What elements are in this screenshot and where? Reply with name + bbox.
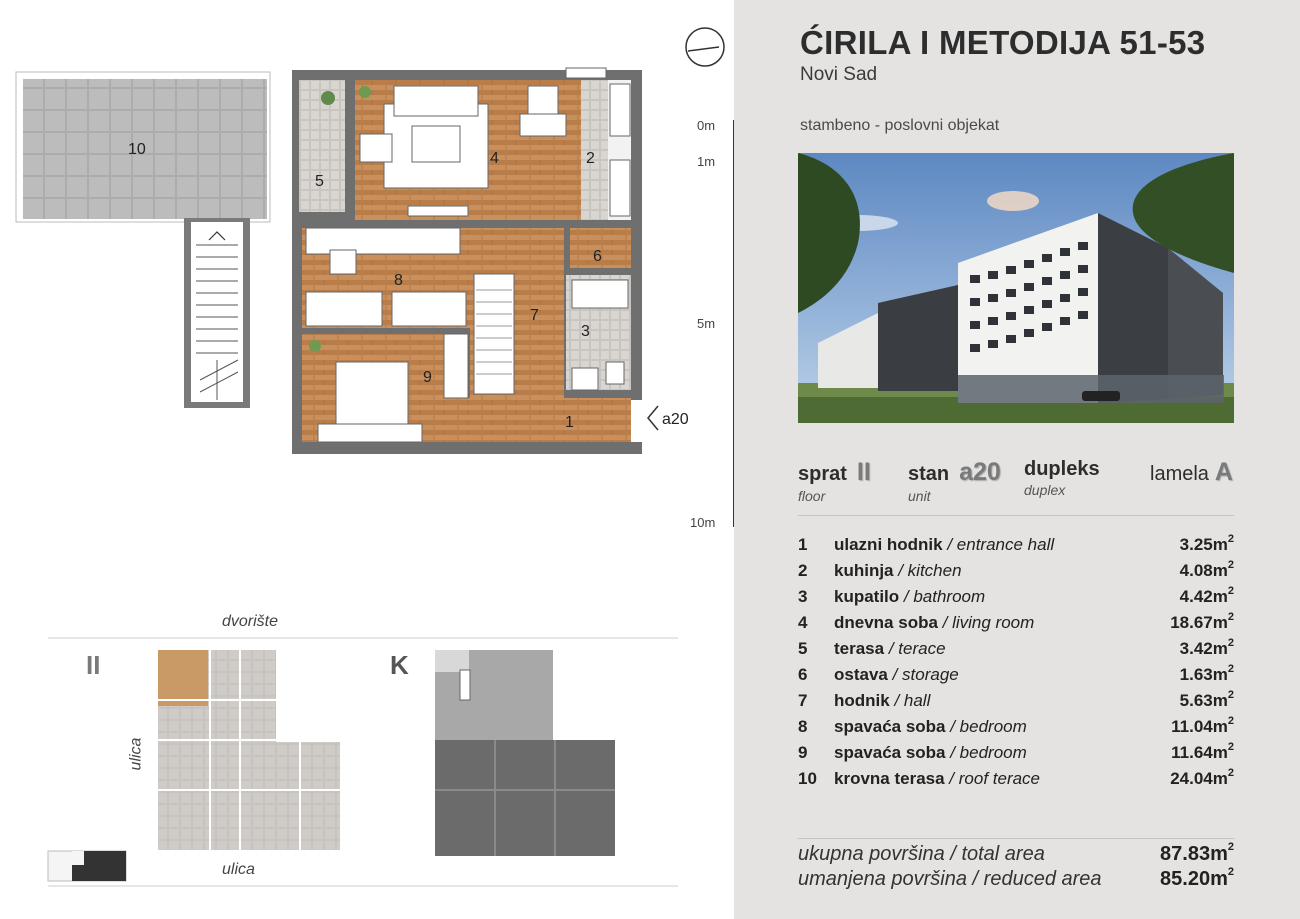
plan-label-5: 5 bbox=[315, 173, 324, 190]
duplex-sub: duplex bbox=[1024, 482, 1066, 498]
total-area-label: ukupna površina / total area bbox=[798, 843, 1045, 865]
lamela-label: lamela bbox=[1150, 463, 1209, 485]
building-render bbox=[798, 153, 1234, 423]
site-plan-ground bbox=[435, 650, 615, 856]
duplex-info bbox=[1024, 458, 1100, 498]
room-area: $24.04m^2$ bbox=[1170, 767, 1234, 788]
room-area: $4.42m^2$ bbox=[1179, 585, 1234, 606]
scale-0m: 0m bbox=[697, 118, 716, 133]
room-label: kuhinja / kitchen bbox=[834, 561, 962, 580]
room-area: $3.42m^2$ bbox=[1179, 637, 1234, 658]
room-label: spavaća soba / bedroom bbox=[834, 743, 1027, 762]
plan-label-2: 2 bbox=[586, 150, 595, 167]
plan-label-8: 8 bbox=[394, 272, 403, 289]
room-row bbox=[798, 665, 1234, 691]
plan-label-10: 10 bbox=[128, 141, 146, 158]
page-title: ĆIRILA I METODIJA 51-53 bbox=[800, 24, 1206, 61]
room-area: $3.25m^2$ bbox=[1179, 533, 1234, 554]
divider bbox=[798, 838, 1234, 839]
room-row bbox=[798, 639, 1234, 665]
unit-info bbox=[908, 458, 1001, 504]
room-area: $11.64m^2$ bbox=[1171, 741, 1234, 762]
reduced-area-value: 85.20m bbox=[1160, 868, 1228, 890]
divider bbox=[798, 515, 1234, 516]
room-row bbox=[798, 743, 1234, 769]
unit-sub: unit bbox=[908, 488, 931, 504]
room-label: kupatilo / bathroom bbox=[834, 587, 986, 606]
plan-label-9: 9 bbox=[423, 369, 432, 386]
subtitle: stambeno - poslovni objekat bbox=[800, 117, 1000, 134]
room-number: 5 bbox=[798, 639, 808, 658]
room-area: $1.63m^2$ bbox=[1179, 663, 1234, 684]
total-area-row: ukupna površina / total area $87.83m^2$ bbox=[798, 841, 1234, 865]
floor-sub: floor bbox=[798, 488, 826, 504]
room-row bbox=[798, 717, 1234, 743]
room-row bbox=[798, 691, 1234, 717]
unit-value: a20 bbox=[959, 458, 1001, 486]
room-number: 2 bbox=[798, 561, 808, 580]
room-label: spavaća soba / bedroom bbox=[834, 717, 1027, 736]
street-label-bottom: ulica bbox=[222, 861, 255, 878]
room-row bbox=[798, 561, 1234, 587]
room-number: 8 bbox=[798, 717, 808, 736]
lamela-info bbox=[1150, 458, 1233, 487]
reduced-area-label: umanjena površina / reduced area bbox=[798, 868, 1102, 890]
entrance-arrow-icon bbox=[648, 406, 658, 430]
room-area: $11.04m^2$ bbox=[1171, 715, 1234, 736]
room-entrance bbox=[468, 398, 631, 442]
unit-tag: a20 bbox=[662, 411, 689, 428]
scale-5m: 5m bbox=[697, 316, 716, 331]
site-plan-floor bbox=[158, 650, 340, 850]
room-area: $5.63m^2$ bbox=[1179, 689, 1234, 710]
room-label: ulazni hodnik / entrance hall bbox=[834, 535, 1055, 554]
room-row bbox=[798, 587, 1234, 613]
room-area: $4.08m^2$ bbox=[1179, 559, 1234, 580]
unit-label: stan bbox=[908, 463, 950, 485]
room-area: $18.67m^2$ bbox=[1170, 611, 1234, 632]
courtyard-label: dvorište bbox=[222, 613, 279, 630]
floor-label: sprat bbox=[798, 463, 847, 485]
reduced-area-row: umanjena površina / reduced area $85.20m^2$ bbox=[798, 866, 1234, 890]
duplex-label: dupleks bbox=[1024, 458, 1100, 480]
floor-info bbox=[798, 458, 871, 504]
room-label: ostava / storage bbox=[834, 665, 959, 684]
scale-1m: 1m bbox=[697, 154, 716, 169]
room-row bbox=[798, 535, 1234, 561]
room-number: 7 bbox=[798, 691, 808, 710]
floor-value: II bbox=[856, 458, 871, 486]
room-label: dnevna soba / living room bbox=[834, 613, 1035, 632]
plan-label-1: 1 bbox=[565, 414, 574, 431]
room-number: 10 bbox=[798, 769, 817, 788]
city: Novi Sad bbox=[800, 64, 878, 85]
site-floor-key: II bbox=[86, 650, 101, 680]
room-label: terasa / terace bbox=[834, 639, 946, 658]
plan-label-3: 3 bbox=[581, 323, 590, 340]
room-number: 9 bbox=[798, 743, 808, 762]
room-number: 6 bbox=[798, 665, 808, 684]
street-label-side: ulica bbox=[127, 737, 145, 771]
room-label: hodnik / hall bbox=[834, 691, 931, 710]
lamela-value: A bbox=[1214, 458, 1233, 486]
site-k-key: K bbox=[390, 650, 409, 680]
room-number: 1 bbox=[798, 535, 808, 554]
plan-label-4: 4 bbox=[490, 150, 499, 167]
plan-label-6: 6 bbox=[593, 248, 602, 265]
plan-label-7: 7 bbox=[530, 307, 539, 324]
total-area-value: 87.83m bbox=[1160, 843, 1228, 865]
room-label: krovna terasa / roof terace bbox=[834, 769, 1041, 788]
room-row bbox=[798, 613, 1234, 639]
room-row bbox=[798, 769, 1234, 795]
room-number: 4 bbox=[798, 613, 808, 632]
room-number: 3 bbox=[798, 587, 808, 606]
scale-10m: 10m bbox=[690, 515, 716, 530]
